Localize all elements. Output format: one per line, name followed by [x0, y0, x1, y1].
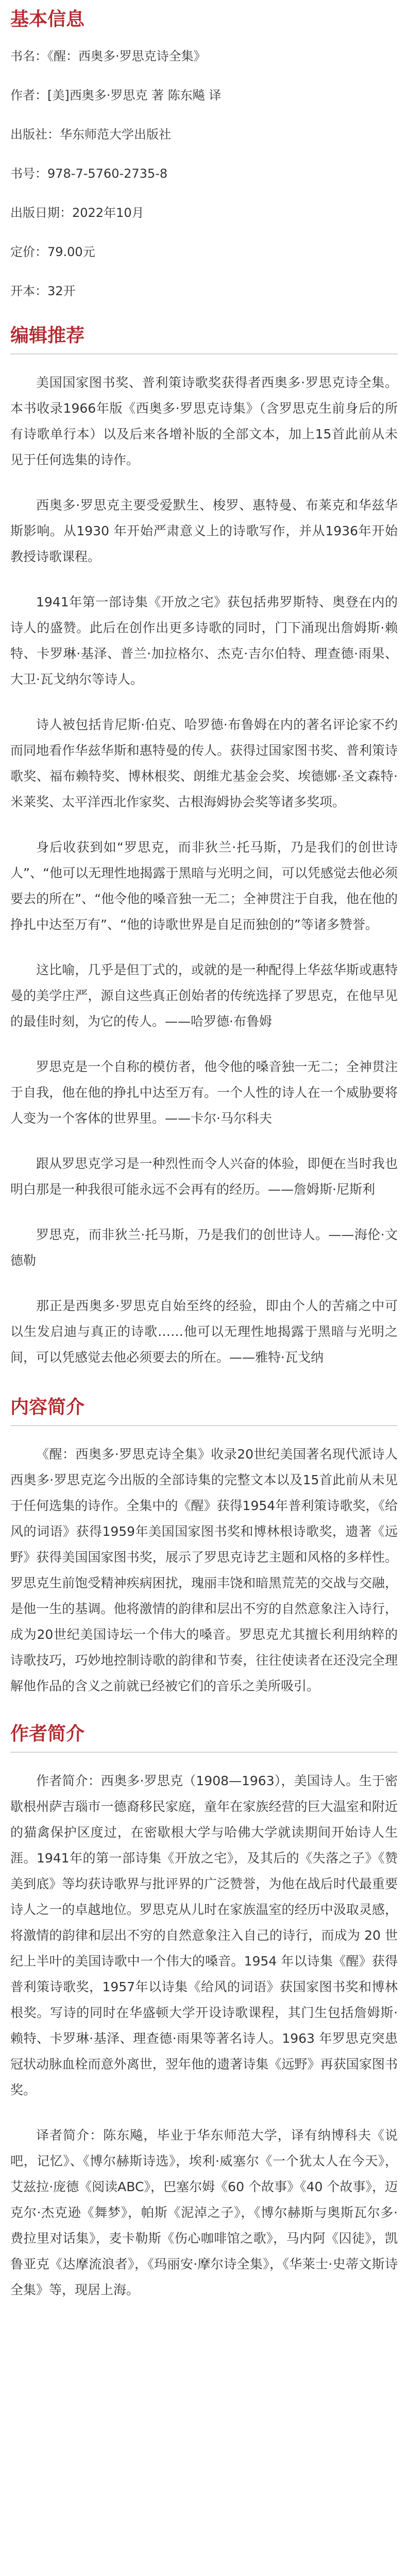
section-title-content-summary: 内容简介	[10, 1397, 85, 1418]
translator-paragraph: 译者简介：陈东飚，毕业于华东师范大学，译有纳博科夫《说吧，记忆》、《博尔赫斯诗选》，埃利·威塞尔《一个犹太人在今天》，艾兹拉·庞德《阅读ABC》，巴塞尔姆《60 个故事》《40 个故事》，迈克尔·杰克逊《舞梦》，帕斯《泥淖之子》，《博尔赫斯与奥斯瓦尔多·费拉里对话集》，麦卡勒斯《伤心咖啡馆之歌》，马内阿《囚徒》，凯鲁亚克《达摩流浪者》，《玛丽安·摩尔诗全集》，《华莱士·史蒂文斯诗全集》等，现居上海。	[10, 2128, 398, 2297]
quote-paragraph: 那正是西奥多·罗思克自始至终的经验，即由个人的苦痛之中可以生发启迪与真正的诗歌……他可以无理性地揭露于黑暗与光明之间，可以凭感觉去他必须要去的所在。——雅特·瓦戈纳	[10, 1298, 398, 1365]
paragraph: 身后收获到如“罗思克，而非狄兰·托马斯，乃是我们的创世诗人”、“他可以无理性地揭露于黑暗与光明之间，可以凭感觉去他必须要去的所在”、“他令他的嗓音独一无二；全神贯注于自我，他在他的挣扎中达至万有”、“他的诗歌世界是自足而独创的”等诸多赞誉。	[10, 840, 398, 932]
paragraph: 美国国家图书奖、普利策诗歌奖获得者西奥多·罗思克诗全集。本书收录1966年版《西奥多·罗思克诗集》（含罗思克生前身后的所有诗歌单行本）以及后来各增补版的全部文本，加上15首此前从未见于任何选集的诗作。	[10, 375, 398, 467]
section-divider	[10, 1425, 398, 1426]
quote-paragraph: 罗思克，而非狄兰·托马斯，乃是我们的创世诗人。——海伦·文德勒	[10, 1227, 398, 1268]
section-title-author-intro: 作者简介	[10, 1723, 85, 1744]
author-paragraph: 作者简介：西奥多·罗思克（1908—1963），美国诗人。生于密歇根州萨吉瑙市一德裔移民家庭，童年在家族经营的巨大温室和附近的猫禽保护区度过，在密歇根大学与哈佛大学就读期间开始诗人生涯。1941年的第一部诗集《开放之宅》，及其后的《失落之子》《赞美到底》等均获诗歌界与批评界的广泛赞誉，为他在战后时代最重要诗人之一的卓越地位。罗思克从儿时在家族温室的经历中汲取灵感，将激情的韵律和层出不穷的自然意象注入自己的诗行，而成为 20 世纪上半叶的美国诗歌中一个伟大的嗓音。1954 年以诗集《醒》获得普利策诗歌奖，1957年以诗集《给风的词语》获国家图书奖和博林根奖。写诗的同时在华盛顿大学开设诗歌课程，其门生包括詹姆斯·赖特、卡罗琳·基泽、理查德·雨果等著名诗人。1963 年罗思克突患冠状动脉血栓而意外离世，翌年他的遗著诗集《远野》再获国家图书奖。	[10, 1773, 398, 2097]
info-row-pubdate: 出版日期：2022年10月	[10, 206, 144, 220]
paragraph: 《醒：西奥多·罗思克诗全集》收录20世纪美国著名现代派诗人西奥多·罗思克迄今出版的全部诗集的完整文本以及15首此前从未见于任何选集的诗作。全集中的《醒》获得1954年普利策诗歌奖，《给风的词语》获得1959年美国国家图书奖和博林根诗歌奖，遗著《远野》获得美国国家图书奖，展示了罗思克诗艺主题和风格的多样性。罗思克生前饱受精神疾病困扰，瑰丽丰饶和暗黑荒芜的交战与交融，是他一生的基调。他将激情的韵律和层出不穷的自然意象注入诗行，成为20世纪美国诗坛一个伟大的嗓音。罗思克尤其擅长利用纳粹的诗歌技巧，巧妙地控制诗歌的韵律和节奏，往往使读者在还没完全理解他作品的含义之前就已经被它们的音乐之美所吸引。	[10, 1447, 398, 1693]
info-row-format: 开本：32开	[10, 284, 76, 298]
editor-recommendation-section	[10, 324, 398, 1370]
section-divider	[10, 1752, 398, 1753]
info-row-isbn: 书号：978-7-5760-2735-8	[10, 166, 168, 181]
quote-paragraph: 跟从罗思克学习是一种烈性而令人兴奋的体验，即便在当时我也明白那是一种我很可能永远不会再有的经历。——詹姆斯·尼斯利	[10, 1156, 398, 1197]
info-row-title: 书名：《醒：西奥多·罗思克诗全集》	[10, 49, 206, 63]
info-list	[10, 46, 398, 301]
content-summary-section	[10, 1395, 398, 1699]
section-divider	[10, 353, 398, 354]
quote-paragraph: 这比喻，几乎是但丁式的，或就的是一种配得上华兹华斯或惠特曼的美学庄严，源自这些真正创始者的传统选择了罗思克，在他早见的最佳时刻，为它的传人。——哈罗德·布鲁姆	[10, 962, 398, 1029]
basic-info-section	[10, 0, 398, 301]
paragraph: 西奥多·罗思克主要受爱默生、梭罗、惠特曼、布莱克和华兹华斯影响。从1930 年开始严肃意义上的诗歌写作，并从1936年开始教授诗歌课程。	[10, 498, 398, 564]
section-title-basic-info: 基本信息	[10, 9, 85, 30]
author-intro-section	[10, 1722, 398, 2303]
paragraph: 诗人被包括肯尼斯·伯克、哈罗德·布鲁姆在内的著名评论家不约而同地看作华兹华斯和惠特曼的传人。获得过国家图书奖、普利策诗歌奖、福布赖特奖、博林根奖、朗维尤基金会奖、埃德娜·圣文森特·米莱奖、太平洋西北作家奖、古根海姆协会奖等诸多奖项。	[10, 717, 398, 809]
info-row-publisher: 出版社：华东师范大学出版社	[10, 127, 171, 142]
quote-paragraph: 罗思克是一个自称的模仿者，他令他的嗓音独一无二；全神贯注于自我，他在他的挣扎中达至万有。一个人性的诗人在一个威胁要将人变为一个客体的世界里。——卡尔·马尔科夫	[10, 1059, 398, 1126]
info-row-author: 作者：[美]西奥多·罗思克 著 陈东飚 译	[10, 88, 222, 103]
section-title-editor-recommendation: 编辑推荐	[10, 325, 85, 346]
paragraph: 1941年第一部诗集《开放之宅》获包括弗罗斯特、奥登在内的诗人的盛赞。此后在创作出更多诗歌的同时，门下涌现出詹姆斯·赖特、卡罗琳·基泽、普兰·加拉格尔、杰克·吉尔伯特、理查德·雨果、大卫·瓦戈纳尔等诗人。	[10, 595, 398, 687]
info-row-price: 定价：79.00元	[10, 245, 95, 259]
